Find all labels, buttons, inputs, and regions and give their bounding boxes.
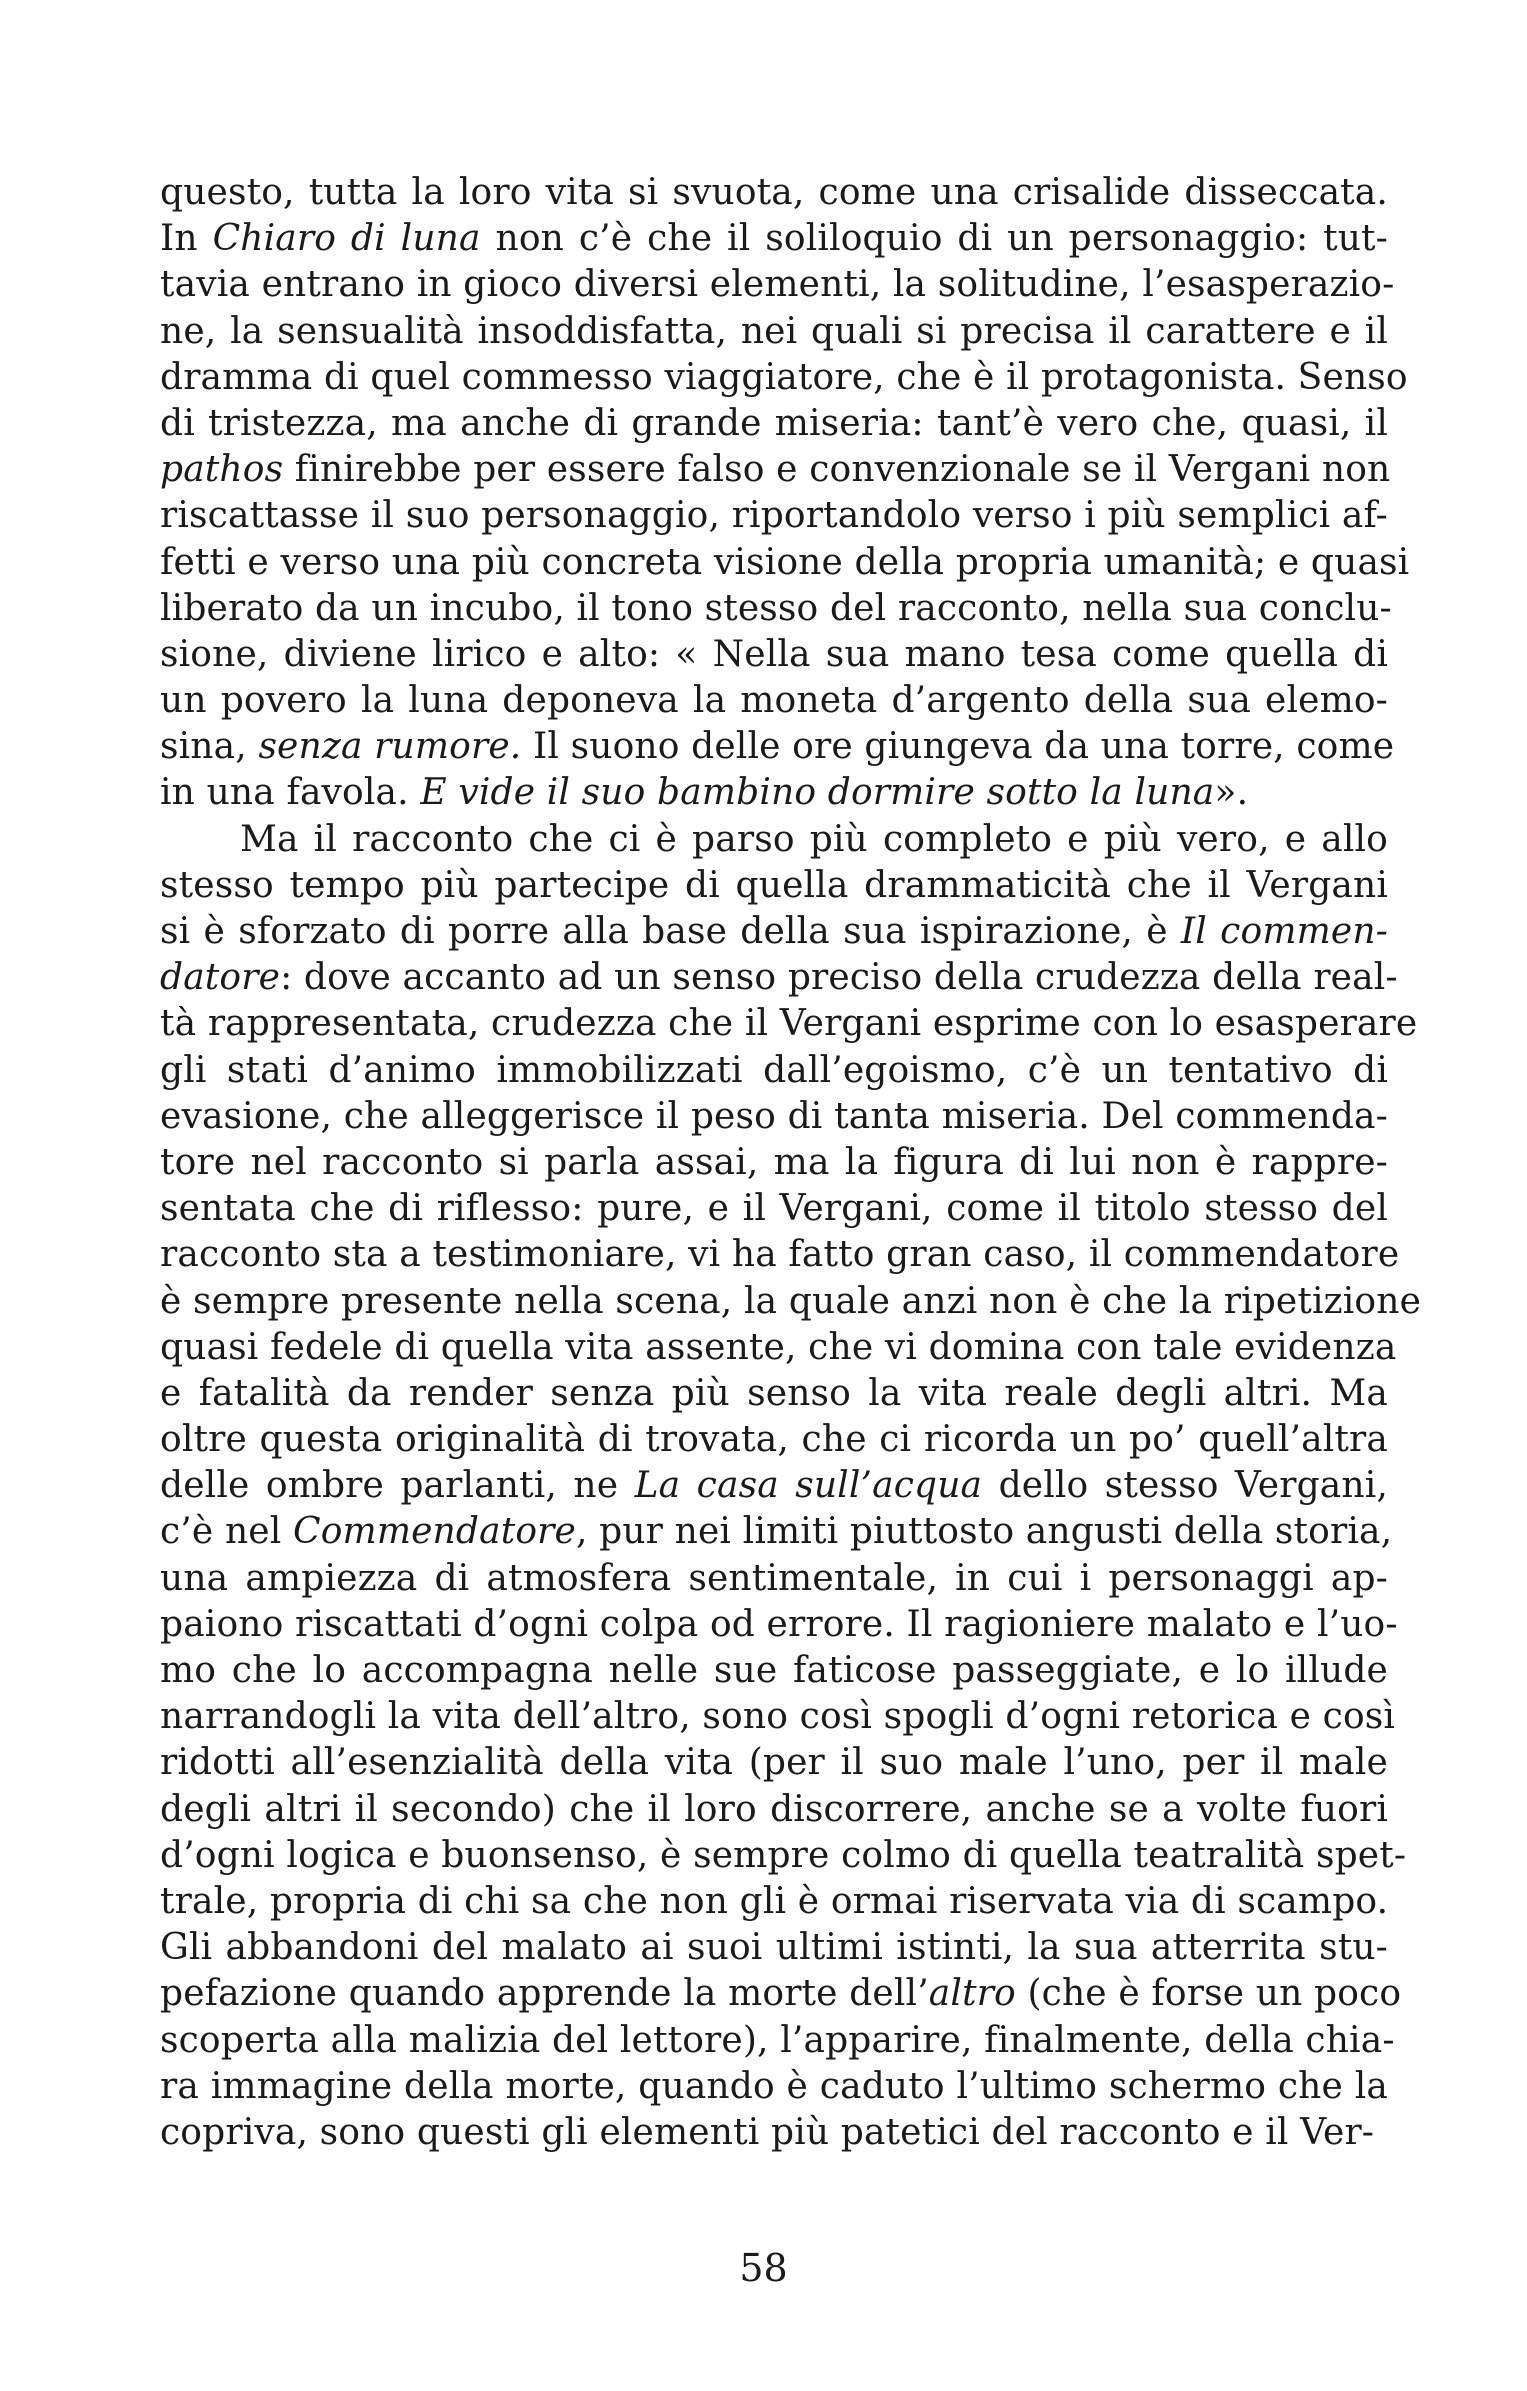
text-run: Gli abbandoni del malato ai suoi ultimi istinti, la sua atterrita stu-	[160, 1927, 1388, 1969]
text-run: quasi fedele di quella vita assente, che vi domina con tale evidenza	[160, 1326, 1397, 1368]
text-line	[160, 770, 1388, 816]
text-run: riscattasse il suo personaggio, riportandolo verso i più semplici af-	[160, 495, 1388, 537]
text-run: ne, la sensualità insoddisfatta, nei quali si precisa il carattere e il	[160, 310, 1388, 352]
text-run: ».	[1214, 772, 1249, 814]
italic-text: E vide il suo bambino dormire sotto la luna	[420, 772, 1215, 814]
text-line	[160, 1879, 1388, 1925]
text-line	[160, 1648, 1388, 1694]
text-run: tavia entrano in gioco diversi elementi, la solitudine, l’esasperazio-	[160, 264, 1395, 306]
text-run: questo, tutta la loro vita si svuota, come una crisalide disseccata.	[160, 172, 1388, 213]
text-line	[160, 540, 1410, 586]
text-run: degli altri il secondo) che il loro discorrere, anche se a volte fuori	[160, 1788, 1388, 1830]
italic-text: pathos	[160, 449, 284, 491]
text-line	[160, 1509, 1393, 1555]
text-run: ra immagine della morte, quando è caduto l’ultimo schermo che la	[160, 2065, 1388, 2107]
text-line	[160, 1325, 1397, 1371]
text-line	[160, 493, 1388, 539]
text-line	[160, 170, 1388, 216]
text-line	[160, 1602, 1398, 1648]
text-run: Il suono delle ore giungeva da una torre, come	[521, 726, 1395, 768]
text-line	[160, 632, 1388, 678]
text-line	[160, 1371, 1388, 1417]
text-run: Ma il racconto che ci è parso più completo e più vero, e allo	[240, 818, 1388, 860]
text-run: paiono riscattati d’ogni colpa od errore. Il ragioniere malato e l’uo-	[160, 1603, 1398, 1645]
text-line	[160, 1232, 1400, 1278]
text-line	[160, 1556, 1388, 1602]
text-line	[160, 1971, 1402, 2017]
text-run: stesso tempo più partecipe di quella drammaticità che il Vergani	[160, 864, 1388, 906]
text-line	[160, 863, 1388, 909]
text-line	[160, 678, 1388, 724]
text-run: mo che lo accompagna nelle sue faticose passeggiate, e lo illude	[160, 1650, 1388, 1691]
text-run: oltre questa originalità di trovata, che ci ricorda un po’ quell’altra	[160, 1419, 1388, 1461]
text-run: sione, diviene lirico e alto: « Nella sua mano tesa come quella di	[160, 633, 1388, 675]
text-run: è sempre presente nella scena, la quale anzi non è che la ripetizione	[160, 1280, 1422, 1322]
text-line	[160, 817, 1388, 863]
italic-text: senza rumore.	[258, 726, 522, 768]
text-run: evasione, che alleggerisce il peso di tanta miseria. Del commenda-	[160, 1095, 1388, 1137]
text-run: narrandogli la vita dell’altro, sono così spogli d’ogni retorica e così	[160, 1696, 1396, 1738]
text-line	[160, 1048, 1388, 1094]
text-run: fetti e verso una più concreta visione della propria umanità; e quasi	[160, 541, 1410, 583]
text-line	[160, 1279, 1422, 1325]
text-line	[160, 955, 1398, 1001]
text-line	[160, 1140, 1388, 1186]
paragraph	[160, 817, 1422, 2156]
text-run: non c’è che il soliloquio di un personaggio: tut-	[480, 218, 1388, 260]
italic-text: La casa sull’acqua	[634, 1465, 983, 1507]
text-line	[160, 2018, 1395, 2064]
paragraph	[160, 170, 1410, 817]
text-line	[160, 447, 1391, 493]
text-run: tore nel racconto si parla assai, ma la figura di lui non è rappre-	[160, 1141, 1388, 1183]
italic-text: altro	[928, 1973, 1016, 2015]
text-line	[160, 309, 1388, 355]
text-line	[160, 1094, 1388, 1140]
italic-text: Chiaro di luna	[212, 218, 481, 260]
body-text	[160, 170, 1422, 2156]
text-line	[160, 2110, 1388, 2156]
text-run: dramma di quel commesso viaggiatore, che è il protagonista. Senso	[160, 356, 1408, 398]
text-run: e fatalità da render senza più senso la vita reale degli altri. Ma	[160, 1372, 1388, 1414]
italic-text: Commendatore	[293, 1511, 576, 1553]
text-run: pefazione quando apprende la morte dell’	[160, 1973, 929, 2015]
text-run: sina,	[160, 726, 259, 768]
text-run: un povero la luna deponeva la moneta d’argento della sua elemo-	[160, 680, 1388, 722]
text-line	[160, 401, 1388, 447]
text-line	[160, 724, 1395, 770]
text-run: : dove accanto ad un senso preciso della crudezza della real-	[280, 957, 1398, 999]
text-run: finirebbe per essere falso e convenzionale se il Vergani non	[283, 449, 1391, 491]
text-line	[160, 1463, 1388, 1509]
italic-text: datore	[160, 957, 281, 999]
text-run: gli stati d’animo immobilizzati dall’egoismo, c’è un tentativo di	[160, 1049, 1388, 1091]
text-run: in una favola.	[160, 772, 421, 814]
text-run: delle ombre parlanti, ne	[160, 1465, 635, 1507]
text-run: , pur nei limiti piuttosto angusti della storia,	[575, 1511, 1393, 1553]
text-line	[160, 909, 1388, 955]
page-number: 58	[739, 2246, 788, 2290]
text-line	[160, 1001, 1418, 1047]
text-run: d’ogni logica e buonsenso, è sempre colmo di quella teatralità spet-	[160, 1834, 1407, 1876]
text-line	[160, 355, 1408, 401]
text-run: dello stesso Vergani,	[982, 1465, 1388, 1507]
text-run: copriva, sono questi gli elementi più patetici del racconto e il Ver-	[160, 2111, 1375, 2153]
text-run: scoperta alla malizia del lettore), l’apparire, finalmente, della chia-	[160, 2019, 1395, 2061]
text-run: si è sforzato di porre alla base della sua ispirazione, è	[160, 911, 1181, 952]
text-run: liberato da un incubo, il tono stesso del racconto, nella sua conclu-	[160, 587, 1392, 629]
text-run: di tristezza, ma anche di grande miseria: tant’è vero che, quasi, il	[160, 402, 1388, 444]
text-line	[160, 586, 1392, 632]
text-line	[160, 1186, 1388, 1232]
text-run: In	[160, 218, 213, 260]
text-line	[160, 1787, 1388, 1833]
text-line	[160, 1694, 1396, 1740]
text-run: tà rappresentata, crudezza che il Vergani esprime con lo esasperare	[160, 1003, 1418, 1045]
text-line	[160, 262, 1395, 308]
text-line	[160, 216, 1388, 262]
text-line	[160, 1740, 1388, 1786]
text-line	[160, 1925, 1388, 1971]
text-run: ridotti all’esenzialità della vita (per il suo male l’uno, per il male	[160, 1742, 1388, 1784]
text-run: c’è nel	[160, 1511, 294, 1553]
text-line	[160, 2064, 1388, 2110]
text-line	[160, 1833, 1407, 1879]
text-run: sentata che di riflesso: pure, e il Vergani, come il titolo stesso del	[160, 1188, 1388, 1230]
text-run: trale, propria di chi sa che non gli è ormai riservata via di scampo.	[160, 1880, 1389, 1922]
italic-text: Il commen-	[1180, 911, 1388, 952]
text-run: (che è forse un poco	[1015, 1973, 1402, 2015]
text-line	[160, 1417, 1388, 1463]
text-run: racconto sta a testimoniare, vi ha fatto gran caso, il commendatore	[160, 1234, 1400, 1276]
text-run: una ampiezza di atmosfera sentimentale, in cui i personaggi ap-	[160, 1557, 1388, 1599]
